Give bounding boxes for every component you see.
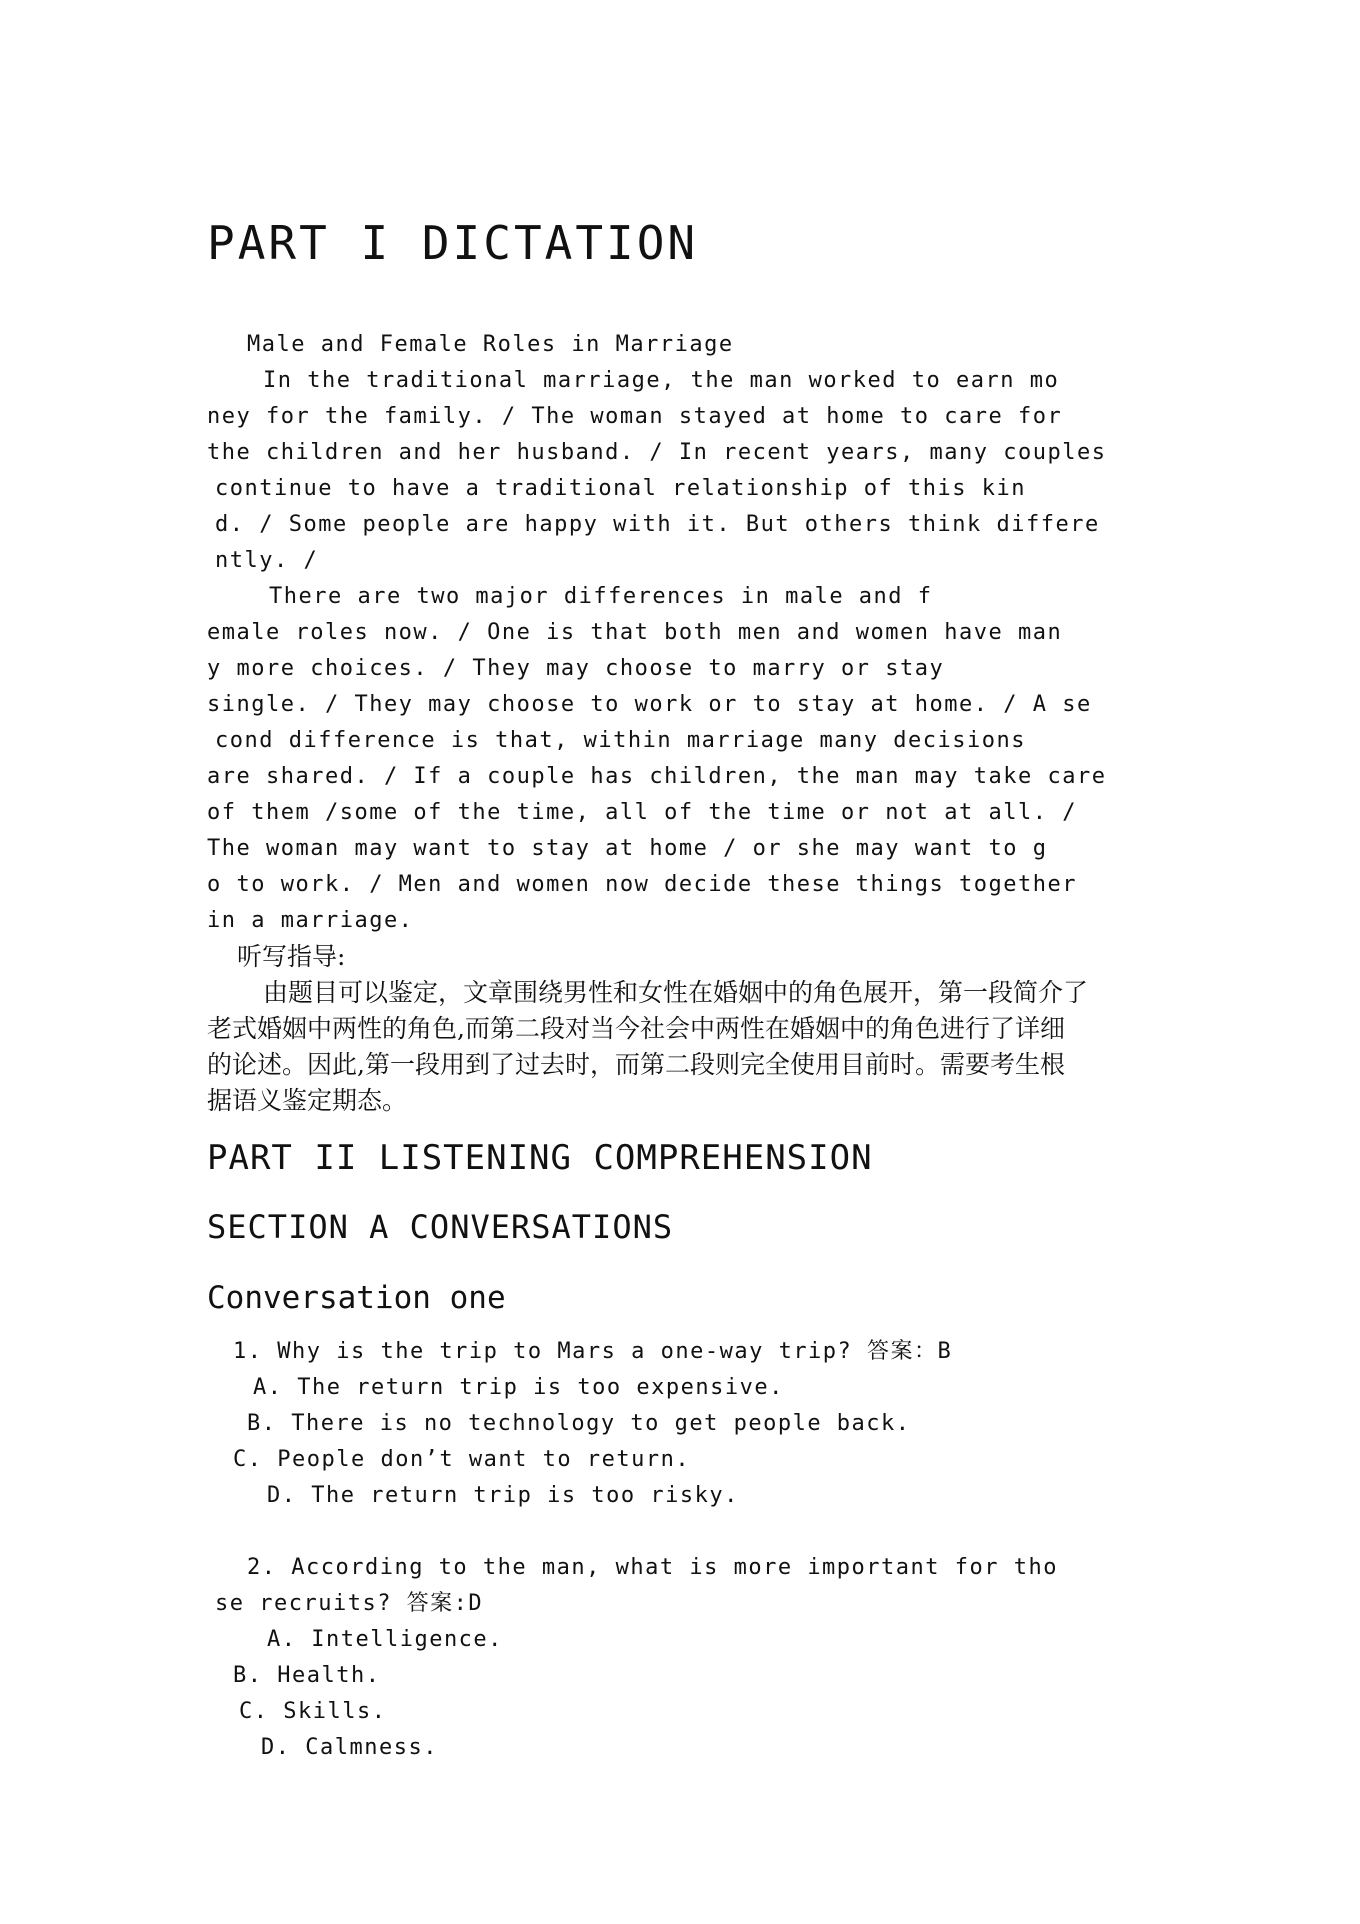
question-1: 1. Why is the trip to Mars a one-way trip? 答案：B <box>233 1339 953 1364</box>
passage-line: are shared. / If a couple has children, the man may take care <box>207 764 1107 789</box>
passage-line: cond difference is that, within marriage many decisions <box>215 728 1026 753</box>
part1-heading: PART I DICTATION <box>207 216 699 270</box>
question-1-option-a: A. The return trip is too expensive. <box>253 1375 784 1400</box>
passage-line: continue to have a traditional relationship of this kin <box>215 476 1026 501</box>
passage-line: ntly. / <box>215 548 319 573</box>
guide-label: 听写指导: <box>237 942 346 971</box>
passage-title: Male and Female Roles in Marriage <box>247 332 734 357</box>
passage-line: There are two major differences in male and f <box>269 584 933 609</box>
question-2-line1: 2. According to the man, what is more important for tho <box>247 1555 1058 1580</box>
passage-line: emale roles now. / One is that both men and women have man <box>207 620 1063 645</box>
conversation-heading: Conversation one <box>207 1280 506 1316</box>
passage-line: the children and her husband. / In recent years, many couples <box>207 440 1107 465</box>
passage-line: The woman may want to stay at home / or she may want to g <box>207 836 1048 861</box>
section-heading: SECTION A CONVERSATIONS <box>207 1208 674 1246</box>
passage-line: of them /some of the time, all of the time or not at all. / <box>207 800 1077 825</box>
guide-line: 据语义鉴定期态。 <box>207 1086 408 1115</box>
passage-line: o to work. / Men and women now decide these things together <box>207 872 1077 897</box>
passage-line: ney for the family. / The woman stayed at home to care for <box>207 404 1063 429</box>
question-1-option-b: B. There is no technology to get people back. <box>247 1411 911 1436</box>
passage-line: d. / Some people are happy with it. But others think differe <box>215 512 1100 537</box>
question-1-option-d: D. The return trip is too risky. <box>267 1483 739 1508</box>
question-2-option-b: B. Health. <box>233 1663 381 1688</box>
guide-line: 由题目可以鉴定，文章围绕男性和女性在婚姻中的角色展开，第一段简介了 <box>263 978 1089 1007</box>
question-2-option-d: D. Calmness. <box>261 1735 438 1760</box>
passage-line: in a marriage. <box>207 908 414 933</box>
passage-line: y more choices. / They may choose to marry or stay <box>207 656 945 681</box>
passage-line: In the traditional marriage, the man worked to earn mo <box>263 368 1060 393</box>
guide-line: 的论述。因此,第一段用到了过去时，而第二段则完全使用目前时。需要考生根 <box>207 1050 1065 1079</box>
question-2-option-c: C. Skills. <box>239 1699 387 1724</box>
part2-heading: PART II LISTENING COMPREHENSION <box>207 1138 873 1178</box>
question-1-option-c: C. People don’t want to return. <box>233 1447 691 1472</box>
question-2-option-a: A. Intelligence. <box>267 1627 503 1652</box>
guide-line: 老式婚姻中两性的角色,而第二段对当今社会中两性在婚姻中的角色进行了详细 <box>207 1014 1065 1043</box>
passage-line: single. / They may choose to work or to stay at home. / A se <box>207 692 1092 717</box>
question-2-line2: se recruits? 答案:D <box>215 1591 484 1616</box>
